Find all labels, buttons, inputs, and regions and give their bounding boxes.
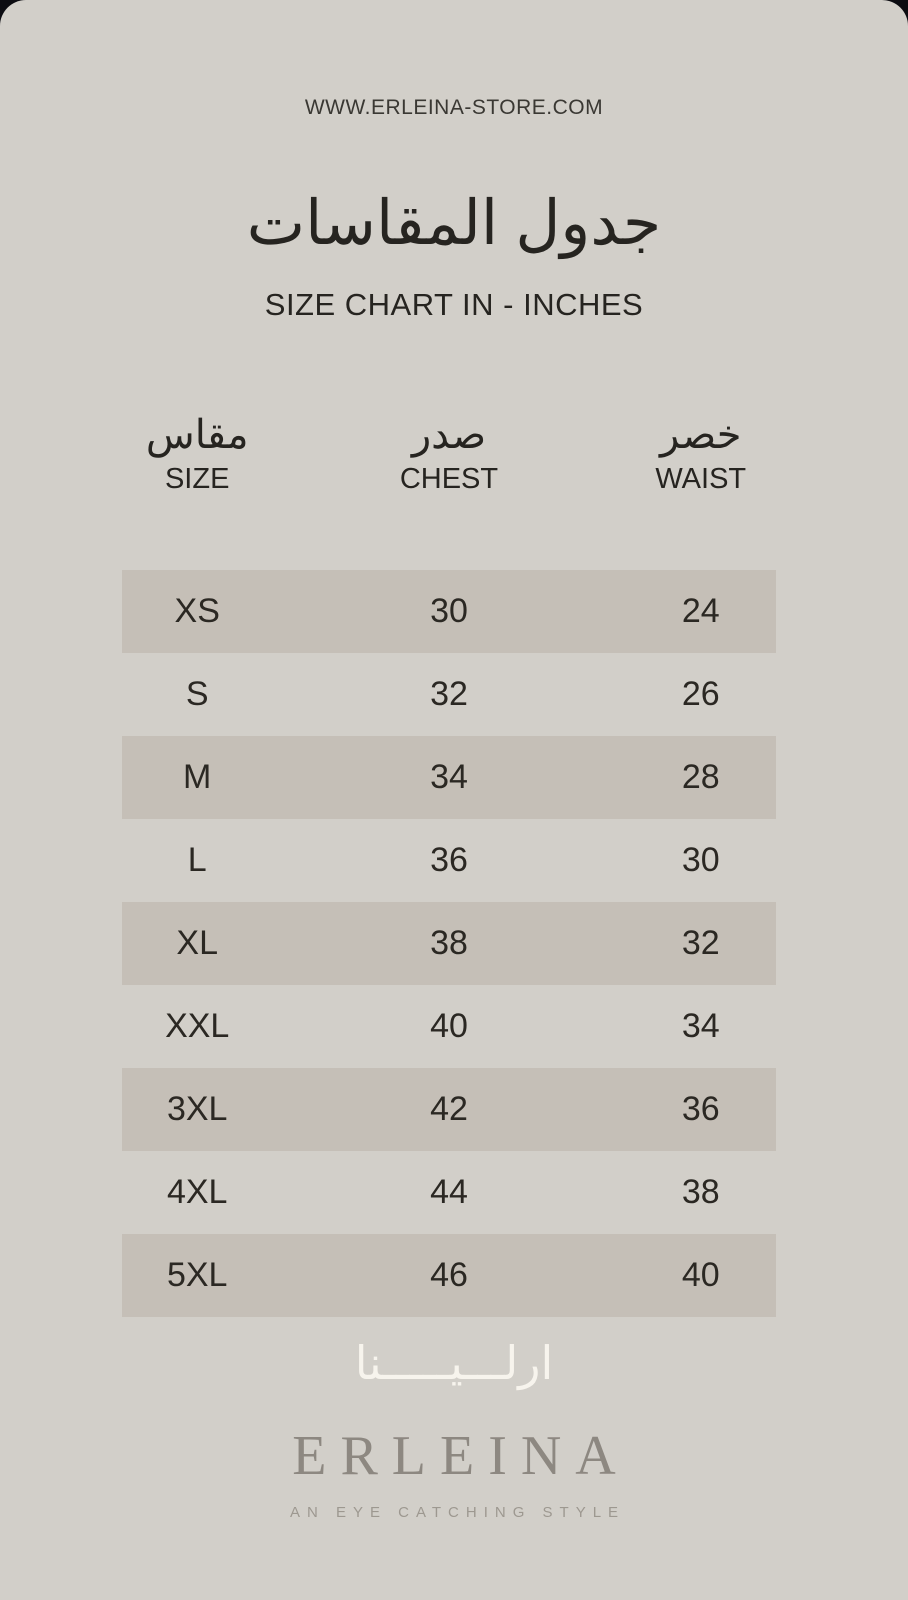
page-title-english: SIZE CHART IN - INCHES <box>264 287 644 322</box>
page-title-arabic: جدول المقاسات <box>246 189 662 258</box>
table-header <box>122 412 776 496</box>
chest-cell: 42 <box>430 1090 468 1128</box>
waist-cell: 24 <box>681 592 720 630</box>
table-row <box>122 570 776 653</box>
column-header-waist-english: WAIST <box>655 463 747 495</box>
table-row <box>122 653 776 736</box>
column-header-waist <box>626 412 776 496</box>
size-cell: 5XL <box>166 1256 228 1294</box>
brand-tagline: AN EYE CATCHING STYLE <box>289 1504 626 1521</box>
brand-logo-arabic: ارلـــيـــــنا <box>354 1337 554 1389</box>
size-table <box>122 570 776 1317</box>
column-header-size-arabic: مقاس <box>145 413 249 457</box>
size-cell: M <box>183 758 212 796</box>
column-header-size <box>122 412 272 496</box>
waist-cell: 38 <box>681 1173 720 1211</box>
size-cell: L <box>187 841 207 879</box>
column-header-waist-arabic: خصر <box>660 413 742 457</box>
waist-cell: 32 <box>681 924 720 962</box>
table-row <box>122 1068 776 1151</box>
size-cell: XS <box>174 592 220 630</box>
waist-cell: 30 <box>681 841 720 879</box>
column-header-chest-english: CHEST <box>399 463 499 495</box>
column-header-size-english: SIZE <box>164 463 230 495</box>
size-cell: S <box>185 675 209 713</box>
brand-logo-wordmark: ERLEINA <box>292 1425 630 1487</box>
size-cell: 4XL <box>166 1173 228 1211</box>
table-row <box>122 902 776 985</box>
table-row <box>122 736 776 819</box>
chest-cell: 36 <box>430 841 468 879</box>
chest-cell: 38 <box>430 924 468 962</box>
waist-cell: 34 <box>681 1007 720 1045</box>
column-header-chest-arabic: صدر <box>411 413 487 457</box>
size-cell: XXL <box>165 1007 230 1045</box>
table-row <box>122 819 776 902</box>
table-row <box>122 985 776 1068</box>
waist-cell: 28 <box>681 758 720 796</box>
chest-cell: 32 <box>430 675 468 713</box>
size-cell: XL <box>176 924 218 962</box>
website-url: WWW.ERLEINA-STORE.COM <box>304 96 604 119</box>
chest-cell: 34 <box>430 758 468 796</box>
waist-cell: 40 <box>681 1256 720 1294</box>
column-header-chest <box>272 412 625 496</box>
table-row <box>122 1151 776 1234</box>
chest-cell: 30 <box>430 592 468 630</box>
chest-cell: 40 <box>430 1007 468 1045</box>
table-row <box>122 1234 776 1317</box>
size-cell: 3XL <box>166 1090 228 1128</box>
waist-cell: 26 <box>681 675 720 713</box>
chest-cell: 46 <box>430 1256 468 1294</box>
waist-cell: 36 <box>681 1090 720 1128</box>
chest-cell: 44 <box>430 1173 468 1211</box>
